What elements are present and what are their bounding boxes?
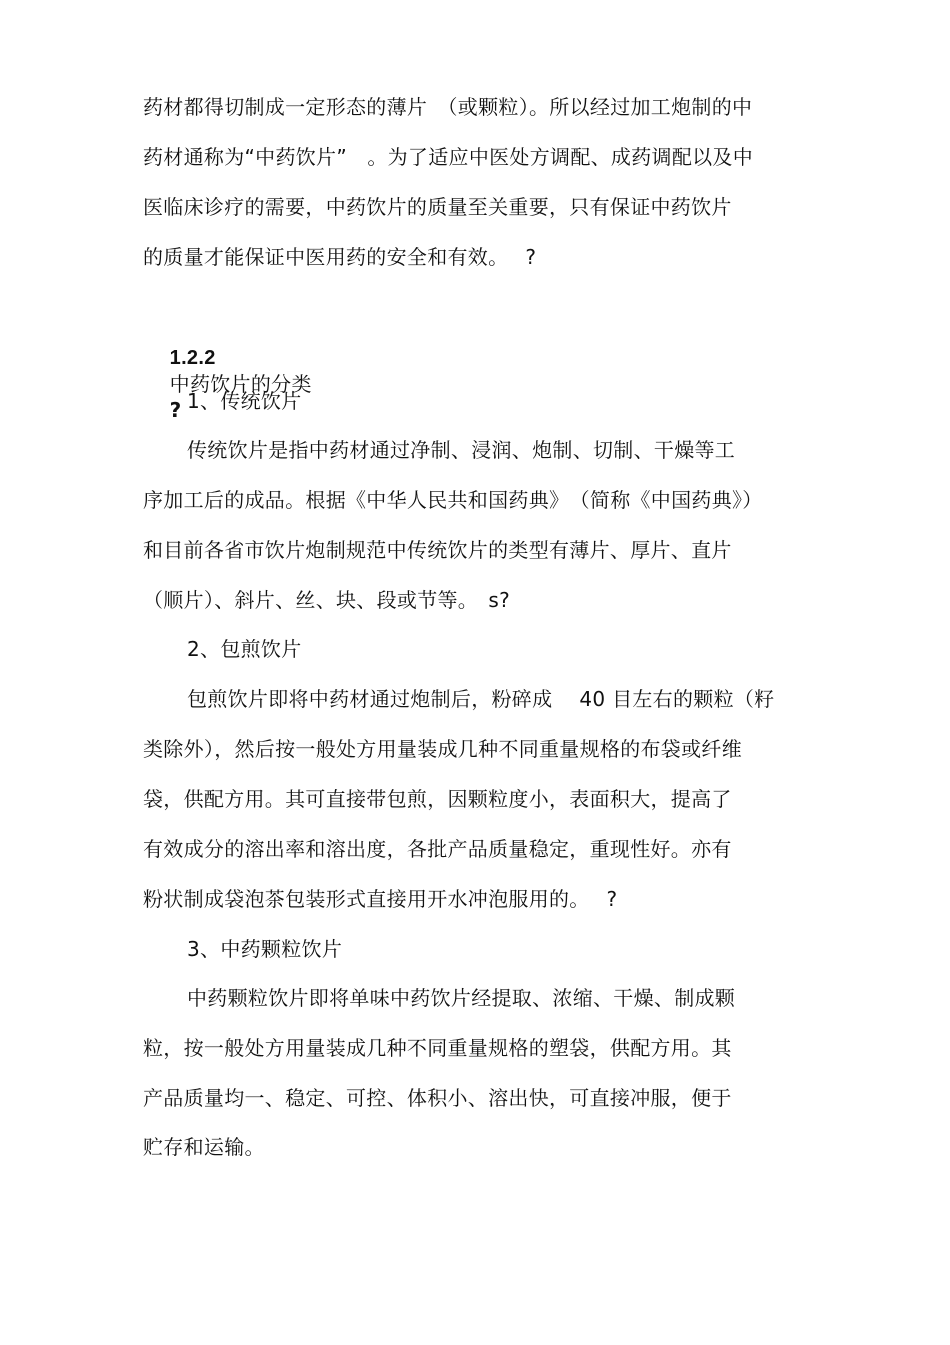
item2-line-2: 类除外），然后按一般处方用量装成几种不同重量规格的布袋或纤维 bbox=[143, 737, 742, 761]
section-heading bbox=[143, 318, 312, 449]
item1-line-1: 传统饮片是指中药材通过净制、浸润、炮制、切制、干燥等工 bbox=[187, 438, 736, 462]
item3-line-4: 贮存和运输。 bbox=[143, 1135, 265, 1159]
item2-line-1: 包煎饮片即将中药材通过炮制后，粉碎成 40 目左右的颗粒（籽 bbox=[187, 687, 775, 711]
item3-line-2: 粒，按一般处方用量装成几种不同重量规格的塑袋，供配方用。其 bbox=[143, 1036, 732, 1060]
item1-title: 1、传统饮片 bbox=[187, 389, 302, 413]
section-title: 中药饮片的分类 bbox=[169, 372, 312, 396]
item2-line-4: 有效成分的溶出率和溶出度，各批产品质量稳定，重现性好。亦有 bbox=[143, 837, 732, 861]
section-mark: ? bbox=[169, 398, 182, 422]
item2-line-3: 袋，供配方用。其可直接带包煎，因颗粒度小，表面积大，提高了 bbox=[143, 787, 732, 811]
item1-line-2: 序加工后的成品。根据《中华人民共和国药典》 （简称《中国药典》） bbox=[143, 488, 763, 512]
section-number: 1.2.2 bbox=[169, 347, 216, 369]
item3-line-3: 产品质量均一、稳定、可控、体积小、溶出快，可直接冲服，便于 bbox=[143, 1086, 732, 1110]
item3-title: 3、中药颗粒饮片 bbox=[187, 937, 343, 961]
intro-line-4: 的质量才能保证中医用药的安全和有效。 ? bbox=[143, 245, 537, 269]
intro-line-3: 医临床诊疗的需要，中药饮片的质量至关重要，只有保证中药饮片 bbox=[143, 195, 732, 219]
item2-title: 2、包煎饮片 bbox=[187, 637, 302, 661]
intro-line-2: 药材通称为“中药饮片” 。为了适应中医处方调配、成药调配以及中 bbox=[143, 145, 754, 169]
item1-line-3: 和目前各省市饮片炮制规范中传统饮片的类型有薄片、厚片、直片 bbox=[143, 538, 732, 562]
item2-line-5: 粉状制成袋泡茶包装形式直接用开水冲泡服用的。 ? bbox=[143, 887, 618, 911]
intro-line-1: 药材都得切制成一定形态的薄片 （或颗粒）。所以经过加工炮制的中 bbox=[143, 95, 753, 119]
item1-line-4: （顺片）、斜片、丝、块、段或节等。 s? bbox=[143, 588, 511, 612]
item3-line-1: 中药颗粒饮片即将单味中药饮片经提取、浓缩、干燥、制成颗 bbox=[187, 986, 736, 1010]
